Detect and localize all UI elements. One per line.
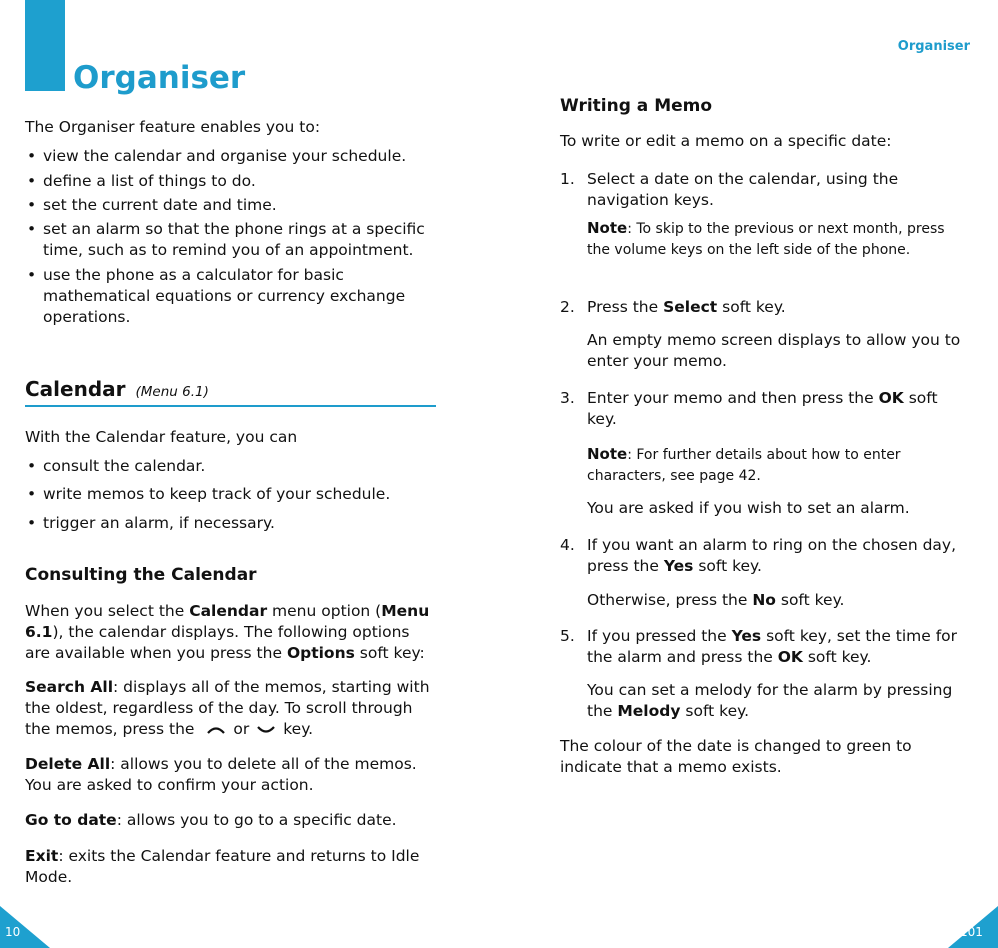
closing-text: The colour of the date is changed to green to indicate that a memo exists. — [560, 737, 912, 776]
writing-memo-intro: To write or edit a memo on a specific date: — [560, 132, 892, 150]
intro-text: The Organiser feature enables you to: — [25, 118, 321, 136]
calendar-intro: With the Calendar feature, you can — [25, 428, 298, 446]
calendar-bullet-1: • consult the calendar. — [27, 457, 206, 475]
calendar-menu-ref: (Menu 6.1) — [135, 384, 209, 400]
step-5: 5. If you pressed the Yes soft key, set the time for the alarm and press the OK soft key. — [560, 627, 958, 666]
intro-bullet-5: • use the phone as a calculator for basic mathematical equations or currency exchange operations. — [27, 266, 406, 326]
calendar-bullet-2: • write memos to keep track of your schedule. — [27, 485, 391, 503]
step-2: 2. Press the Select soft key. — [560, 298, 786, 316]
consulting-heading: Consulting the Calendar — [25, 565, 257, 585]
page-number-right: 101 — [960, 925, 983, 939]
go-to-date-option: Go to date: allows you to go to a specific date. — [25, 811, 397, 829]
writing-memo-heading: Writing a Memo — [560, 96, 713, 116]
page-number-left: 10 — [5, 925, 21, 939]
intro-bullet-4: • set an alarm so that the phone rings at a specific time, such as to remind you of an appointment. — [27, 220, 425, 259]
intro-bullet-1: • view the calendar and organise your schedule. — [27, 147, 407, 165]
step-5-detail: You can set a melody for the alarm by pressing the Melody soft key. — [587, 681, 953, 720]
step-4: 4. If you want an alarm to ring on the chosen day, press the Yes soft key. — [560, 536, 957, 575]
note-2: Note: For further details about how to enter characters, see page 42. — [587, 445, 901, 484]
step-3-detail: You are asked if you wish to set an alarm. — [587, 499, 910, 517]
intro-bullet-2: • define a list of things to do. — [27, 172, 256, 190]
step-4-detail: Otherwise, press the No soft key. — [587, 591, 845, 609]
calendar-heading: Calendar (Menu 6.1) — [25, 377, 209, 401]
intro-bullet-3: • set the current date and time. — [27, 196, 277, 214]
page-title: Organiser — [73, 60, 246, 96]
down-key-icon — [257, 725, 275, 735]
note-1: Note: To skip to the previous or next month, press the volume keys on the left side of the phone. — [587, 219, 945, 258]
step-2-detail: An empty memo screen displays to allow you to enter your memo. — [587, 331, 961, 370]
running-head: Organiser — [897, 39, 970, 54]
section-rule — [25, 405, 436, 407]
step-1: 1. Select a date on the calendar, using the navigation keys. — [560, 170, 899, 209]
consulting-paragraph: When you select the Calendar menu option (Menu 6.1), the calendar displays. The following options are available when you press the Options soft key: — [25, 602, 430, 662]
search-all-option: Search All: displays all of the memos, starting with the oldest, regardless of the day. To scroll through the memos, press the or key. — [25, 678, 430, 738]
delete-all-option: Delete All: allows you to delete all of the memos. You are asked to confirm your action. — [25, 755, 417, 794]
chapter-tab-block — [25, 0, 65, 91]
calendar-bullet-3: • trigger an alarm, if necessary. — [27, 514, 275, 532]
up-key-icon — [207, 725, 225, 735]
exit-option: Exit: exits the Calendar feature and returns to Idle Mode. — [25, 847, 420, 886]
step-3: 3. Enter your memo and then press the OK soft key. — [560, 389, 938, 428]
